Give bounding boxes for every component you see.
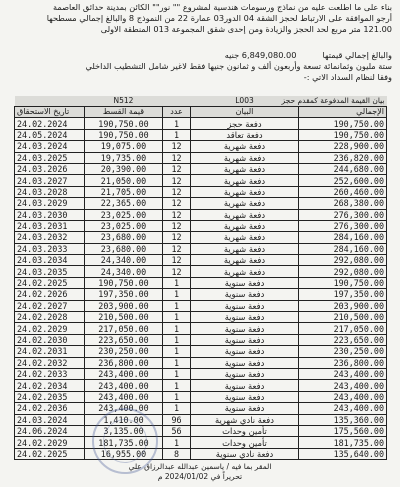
cell-count: 12 [163, 163, 191, 174]
cell-desc: تأمين وحدات [191, 425, 299, 436]
plan-note: وفقا لنظام السداد الاتي :- [303, 72, 392, 82]
cell-desc: دفعة سنوية [191, 391, 299, 402]
table-row [15, 334, 387, 345]
table-row [15, 448, 387, 459]
cell-count: 1 [163, 368, 191, 379]
cell-desc: دفعة سنوية [191, 346, 299, 357]
cell-count: 1 [163, 312, 191, 323]
cell-count: 1 [163, 357, 191, 368]
cell-total: 236,820.00 [299, 152, 387, 163]
table-row [15, 437, 387, 448]
cell-total: 268,380.00 [299, 198, 387, 209]
cell-desc: تأمين وحدات [191, 437, 299, 448]
cell-desc: دفعة سنوية [191, 357, 299, 368]
cell-total: 181,735.00 [299, 437, 387, 448]
table-caption: بيان القيمة المدفوعة كمقدم حجز [281, 96, 385, 105]
cell-desc: دفعة سنوية [191, 277, 299, 288]
cell-amount: 19,075.00 [85, 141, 163, 152]
cell-desc: دفعة شهرية [191, 175, 299, 186]
cell-amount: 21,705.00 [85, 186, 163, 197]
cell-amount: 24,340.00 [85, 266, 163, 277]
table-row [15, 175, 387, 186]
cell-date: 24.02.2032 [15, 357, 85, 368]
cell-date: 24.05.2024 [15, 129, 85, 140]
cell-total: 135,360.00 [299, 414, 387, 425]
cell-total: 230,250.00 [299, 346, 387, 357]
cell-count: 12 [163, 220, 191, 231]
cell-total: 292,080.00 [299, 266, 387, 277]
cell-total: 243,400.00 [299, 380, 387, 391]
cell-desc: دفعة شهرية [191, 163, 299, 174]
cell-desc: دفعة شهرية [191, 255, 299, 266]
cell-desc: دفعة سنوية [191, 380, 299, 391]
cell-total: 276,300.00 [299, 220, 387, 231]
cell-amount: 3,135.00 [85, 425, 163, 436]
table-row [15, 277, 387, 288]
cell-total: 292,080.00 [299, 255, 387, 266]
table-row [15, 391, 387, 402]
cell-desc: دفعة شهرية [191, 152, 299, 163]
cell-desc: دفعة تعاقد [191, 129, 299, 140]
cell-amount: 181,735.00 [85, 437, 163, 448]
amount-words: ستة مليون وثمانمائة تسعة وأربعون ألف و ثمانون جنيها فقط لاغير شامل التشطيب الداخلي [85, 61, 392, 71]
cell-total: 175,560.00 [299, 425, 387, 436]
cell-count: 1 [163, 391, 191, 402]
cell-date: 24.02.2030 [15, 334, 85, 345]
cell-count: 1 [163, 323, 191, 334]
cell-date: 24.03.2025 [15, 152, 85, 163]
cell-total: 228,900.00 [299, 141, 387, 152]
cell-desc: دفعة سنوية [191, 289, 299, 300]
table-row [15, 266, 387, 277]
cell-date: 24.03.2035 [15, 266, 85, 277]
cell-count: 12 [163, 243, 191, 254]
cell-total: 244,680.00 [299, 163, 387, 174]
cell-total: 197,350.00 [299, 289, 387, 300]
cell-count: 1 [163, 289, 191, 300]
cell-date: 24.02.2034 [15, 380, 85, 391]
cell-count: 1 [163, 380, 191, 391]
cell-desc: دفعة شهرية [191, 243, 299, 254]
unit-label: L003 [191, 96, 299, 107]
total-line [6, 50, 392, 60]
cell-date: 24.03.2031 [15, 220, 85, 231]
cell-total: 190,750.00 [299, 277, 387, 288]
cell-total: 243,400.00 [299, 368, 387, 379]
block-label: N512 [85, 96, 163, 107]
cell-count: 12 [163, 209, 191, 220]
cell-amount: 230,250.00 [85, 346, 163, 357]
col-date-header: تاريخ الاستحقاق [15, 107, 85, 118]
cell-count: 12 [163, 266, 191, 277]
cell-count: 1 [163, 437, 191, 448]
table-row [15, 255, 387, 266]
table-row [15, 357, 387, 368]
cell-total: 135,640.00 [299, 448, 387, 459]
signature-line: المقر بما فيه / ياسمين عبدالله عبدالرزاق علي [128, 462, 272, 471]
cell-amount: 210,500.00 [85, 312, 163, 323]
table-row [15, 289, 387, 300]
cell-total: 284,160.00 [299, 232, 387, 243]
cell-amount: 1,410.00 [85, 414, 163, 425]
cell-date: 24.02.2024 [15, 118, 85, 129]
date-line: تحريراً في 2024/01/02 م [157, 472, 243, 481]
table-row [15, 232, 387, 243]
cell-date: 24.03.2029 [15, 198, 85, 209]
cell-total: 276,300.00 [299, 209, 387, 220]
total-label: والبالغ إجمالي قيمتها [322, 50, 392, 60]
cell-desc: دفعة شهرية [191, 209, 299, 220]
cell-desc: دفعة نادي سنوية [191, 448, 299, 459]
cell-count: 12 [163, 175, 191, 186]
cell-count: 12 [163, 232, 191, 243]
cell-total: 243,400.00 [299, 403, 387, 414]
table-row [15, 414, 387, 425]
cell-desc: دفعة سنوية [191, 334, 299, 345]
cell-desc: دفعة شهرية [191, 141, 299, 152]
cell-date: 24.02.2025 [15, 448, 85, 459]
table-row [15, 220, 387, 231]
table-row [15, 129, 387, 140]
col-amount-header: قيمة القسط [85, 107, 163, 118]
table-row [15, 300, 387, 311]
cell-count: 1 [163, 129, 191, 140]
cell-amount: 197,350.00 [85, 289, 163, 300]
cell-count: 12 [163, 255, 191, 266]
cell-total: 217,050.00 [299, 323, 387, 334]
table-row [15, 323, 387, 334]
cell-total: 190,750.00 [299, 129, 387, 140]
table-row [15, 141, 387, 152]
cell-desc: دفعة شهرية [191, 186, 299, 197]
cell-date: 24.03.2026 [15, 163, 85, 174]
table-row [15, 186, 387, 197]
cell-amount: 217,050.00 [85, 323, 163, 334]
cell-count: 12 [163, 198, 191, 209]
cell-desc: دفعة سنوية [191, 323, 299, 334]
cell-date: 24.06.2024 [15, 425, 85, 436]
cell-amount: 190,750.00 [85, 129, 163, 140]
table-row [15, 312, 387, 323]
cell-amount: 23,025.00 [85, 220, 163, 231]
cell-count: 1 [163, 403, 191, 414]
table-row [15, 403, 387, 414]
area-line: 121.00 متر مربع لحد الحجز والزيادة ومن إحدى شقق المجموعة 013 المنطقة الاولى [100, 24, 392, 34]
payment-schedule-table [14, 96, 387, 460]
cell-desc: دفعة سنوية [191, 403, 299, 414]
intro-line: بناء على ما اطلعت عليه من نماذج ورسومات هندسية لمشروع "" نور"" الكائن بمدينة حدائق العاصمة [52, 2, 392, 12]
cell-amount: 22,365.00 [85, 198, 163, 209]
table-row [15, 368, 387, 379]
cell-date: 24.02.2029 [15, 323, 85, 334]
table-row [15, 346, 387, 357]
table-row [15, 425, 387, 436]
table-top-row [15, 96, 387, 107]
cell-date: 24.03.2034 [15, 255, 85, 266]
cell-date: 24.02.2025 [15, 277, 85, 288]
table-header-row [15, 107, 387, 118]
cell-amount: 236,800.00 [85, 357, 163, 368]
cell-date: 24.03.2027 [15, 175, 85, 186]
cell-date: 24.02.2028 [15, 312, 85, 323]
cell-desc: دفعة سنوية [191, 368, 299, 379]
col-count-header: عدد [163, 107, 191, 118]
cell-amount: 243,400.00 [85, 380, 163, 391]
table-row [15, 209, 387, 220]
cell-amount: 23,025.00 [85, 209, 163, 220]
table-row [15, 380, 387, 391]
cell-count: 96 [163, 414, 191, 425]
col-total-header: الإجمالي [299, 107, 387, 118]
table-row [15, 198, 387, 209]
cell-count: 1 [163, 277, 191, 288]
cell-date: 24.02.2026 [15, 289, 85, 300]
cell-amount: 19,735.00 [85, 152, 163, 163]
table-row [15, 118, 387, 129]
cell-desc: دفعة شهرية [191, 198, 299, 209]
cell-count: 1 [163, 334, 191, 345]
cell-amount: 23,680.00 [85, 243, 163, 254]
cell-amount: 21,050.00 [85, 175, 163, 186]
cell-total: 236,800.00 [299, 357, 387, 368]
table-row [15, 152, 387, 163]
cell-amount: 20,390.00 [85, 163, 163, 174]
table-row [15, 163, 387, 174]
cell-total: 223,650.00 [299, 334, 387, 345]
cell-date: 24.03.2028 [15, 186, 85, 197]
cell-total: 260,460.00 [299, 186, 387, 197]
cell-amount: 243,400.00 [85, 368, 163, 379]
cell-total: 203,900.00 [299, 300, 387, 311]
cell-desc: دفعة نادي شهرية [191, 414, 299, 425]
cell-count: 12 [163, 141, 191, 152]
cell-count: 1 [163, 118, 191, 129]
cell-amount: 223,650.00 [85, 334, 163, 345]
footer [14, 462, 386, 482]
cell-desc: دفعة شهرية [191, 220, 299, 231]
cell-amount: 190,750.00 [85, 118, 163, 129]
cell-date: 24.03.2032 [15, 232, 85, 243]
cell-total: 190,750.00 [299, 118, 387, 129]
cell-amount: 203,900.00 [85, 300, 163, 311]
cell-count: 56 [163, 425, 191, 436]
table-row [15, 243, 387, 254]
cell-count: 12 [163, 152, 191, 163]
cell-count: 8 [163, 448, 191, 459]
unit-line: أرجو الموافقة على الارتباط لحجز الشقة 04 الدور03 عمارة 22 من النموذج 8 والبالغ إجمالي مسطحها [46, 13, 392, 23]
cell-date: 24.03.2033 [15, 243, 85, 254]
cell-desc: دفعة شهرية [191, 232, 299, 243]
cell-total: 210,500.00 [299, 312, 387, 323]
cell-amount: 16,955.00 [85, 448, 163, 459]
cell-date: 24.03.2024 [15, 414, 85, 425]
cell-amount: 23,680.00 [85, 232, 163, 243]
cell-count: 1 [163, 346, 191, 357]
cell-amount: 243,400.00 [85, 391, 163, 402]
cell-total: 252,600.00 [299, 175, 387, 186]
cell-date: 24.02.2036 [15, 403, 85, 414]
cell-date: 24.02.2029 [15, 437, 85, 448]
cell-amount: 24,340.00 [85, 255, 163, 266]
cell-desc: دفعة سنوية [191, 312, 299, 323]
cell-date: 24.02.2027 [15, 300, 85, 311]
cell-amount: 190,750.00 [85, 277, 163, 288]
cell-desc: دفعة سنوية [191, 300, 299, 311]
cell-count: 1 [163, 300, 191, 311]
total-value: 6,849,080.00 جنيه [224, 50, 297, 60]
cell-date: 24.03.2030 [15, 209, 85, 220]
cell-amount: 243,400.00 [85, 403, 163, 414]
col-desc-header: البيان [191, 107, 299, 118]
cell-date: 24.02.2035 [15, 391, 85, 402]
cell-total: 243,400.00 [299, 391, 387, 402]
cell-desc: دفعة شهرية [191, 266, 299, 277]
cell-desc: دفعة حجز [191, 118, 299, 129]
cell-date: 24.02.2033 [15, 368, 85, 379]
cell-total: 284,160.00 [299, 243, 387, 254]
cell-date: 24.03.2024 [15, 141, 85, 152]
cell-count: 12 [163, 186, 191, 197]
cell-date: 24.02.2031 [15, 346, 85, 357]
